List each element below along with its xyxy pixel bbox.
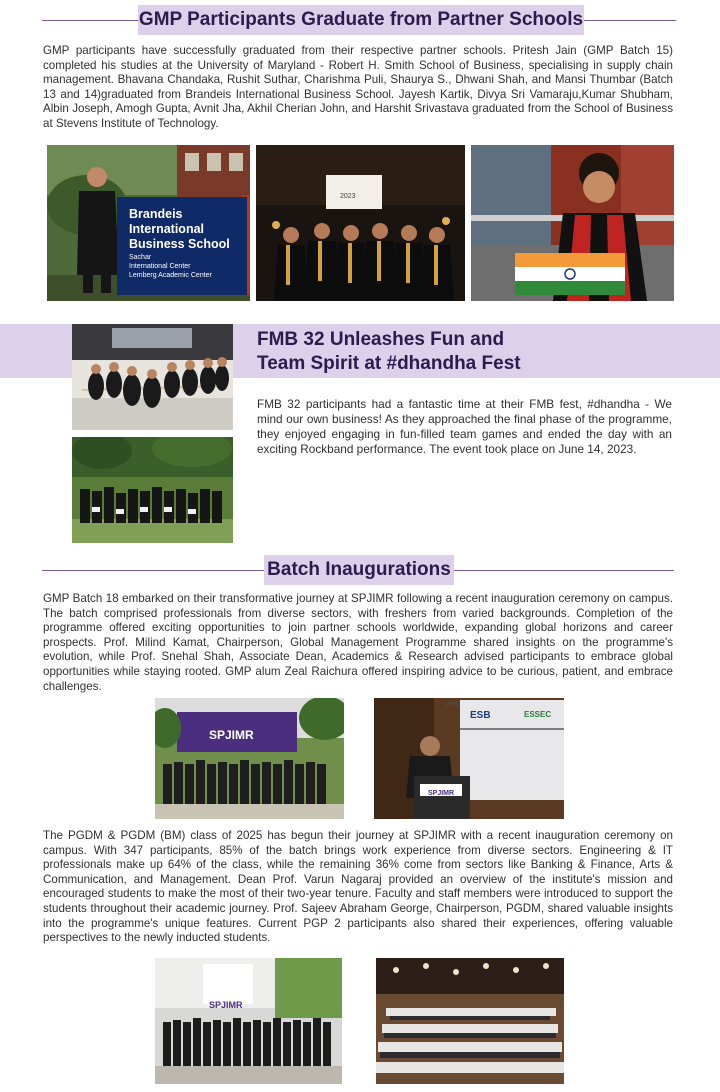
fmb-title-line1: FMB 32 Unleashes Fun and xyxy=(257,329,505,350)
heading-rule-right xyxy=(584,20,676,21)
gmp-photo-stage xyxy=(256,145,465,301)
gmp-photo-flag xyxy=(471,145,674,301)
gmp-heading: GMP Participants Graduate from Partner Schools xyxy=(138,5,584,35)
screen-logo-essec: ESSEC xyxy=(524,710,552,719)
podium-logo: SPJIMR xyxy=(428,790,455,797)
fmb-photo-tug-of-war xyxy=(72,324,233,430)
batch-photo-building-group xyxy=(155,698,344,819)
batch-paragraph-gmp: GMP Batch 18 embarked on their transformative journey at SPJIMR following a recent inauguration ceremony on campus. The batch comprised professionals from diverse sectors, with freshers from varied backgrounds. Completion of the programme offered exciting opportunities to join partner schools worldwide, expanding global horizons and career prospects. Prof. Milind Kamat, Chairperson, Global Management Programme shared insights on the programme's evolution, while Prof. Snehal Shah, Associate Dean, Academics & Research advised participants to embrace global opportunities while staying rooted. GMP alum Zeal Raichura offered inspiring advice to be curious, patient, and embrace challenges. xyxy=(43,592,673,693)
heading-rule-left xyxy=(42,570,264,571)
wall-logo: SPJIMR xyxy=(209,1000,243,1010)
fmb-photo-group xyxy=(72,437,233,543)
brandeis-sign xyxy=(129,207,230,280)
batch-photo-speaker xyxy=(374,698,564,819)
screen-logo-esb: ESB xyxy=(470,710,491,721)
fmb-title-line2: Team Spirit at #dhandha Fest xyxy=(257,353,521,374)
sign-line: Brandeis xyxy=(129,207,183,221)
fmb-paragraph: FMB 32 participants had a fantastic time at their FMB fest, #dhandha - We mind our own business! As they approached the final phase of the programme, they enjoyed engaging in fun-filled team games and ended the day with an exciting Rockband performance. The event took place on June 14, 2023. xyxy=(257,397,672,456)
heading-rule-right xyxy=(454,570,674,571)
gmp-photo-brandeis xyxy=(47,145,250,301)
fmb-heading-band-left xyxy=(0,324,72,378)
batch-photo-pgdm-group xyxy=(155,958,342,1084)
batch-heading: Batch Inaugurations xyxy=(264,555,454,585)
gmp-paragraph: GMP participants have successfully graduated from their respective partner schools. Pritesh Jain (GMP Batch 15) completed his studies at the University of Maryland - Robert H. Smith School of Business, specialising in supply chain management. Bhavana Chandaka, Rushit Suthar, Charishma Puli, Shaurya S., Dhwani Shah, and Mansi Thumbar (Batch 13 and 14)graduated from Brandeis International Business School. Jayesh Kartik, Divya Sri Vamaraju,Kumar Shubham, Albin Joseph, Amogh Gupta, Avnit Jha, Akhil Cherian John, and Harshit Srivastava graduated from the School of Business at Stevens Institute of Technology. xyxy=(43,44,673,130)
batch-photo-auditorium xyxy=(376,958,564,1084)
sign-line: Lemberg Academic Center xyxy=(129,272,212,279)
stage-screen-text: 2023 xyxy=(340,193,356,200)
batch-paragraph-pgdm: The PGDM & PGDM (BM) class of 2025 has begun their journey at SPJIMR with a recent inauguration ceremony on campus. With 347 participants, 85% of the batch brings work experience from diverse sectors. Engineering & IT professionals make up 64% of the class, while the remaining 36% come from sectors like Banking & Finance, Arts & Communication, and Management. Dean Prof. Varun Nagaraj provided an overview of the institute's mission and encouraged students to make the most of their two-year tenure. Faculty and staff members were introduced to support the students throughout their academic journey. Prof. Sajeev Abraham George, Chairperson, PGDM, shared valuable insights into the programme's unique features. Current PGP 2 participants also shared their experiences, offering valuable perspectives to the newly inducted students. xyxy=(43,829,673,945)
heading-rule-left xyxy=(42,20,138,21)
sign-line: International xyxy=(129,222,205,236)
building-logo: SPJIMR xyxy=(209,728,254,742)
screen-year: 2018 xyxy=(446,702,460,708)
sign-line: Business School xyxy=(129,237,230,251)
sign-line: Sachar xyxy=(129,254,152,261)
sign-line: International Center xyxy=(129,263,191,270)
